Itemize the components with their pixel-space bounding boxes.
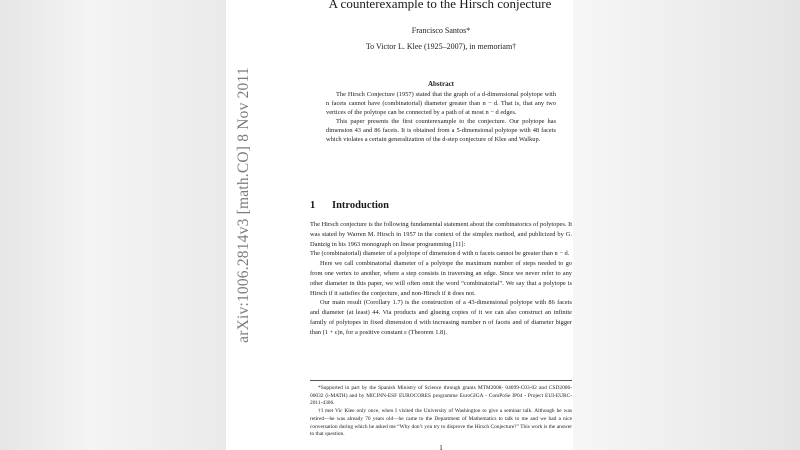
arxiv-stamp-text: arXiv:1006.2814v3 [math.CO] 8 Nov 2011 [235,67,252,343]
footnote: †I met Vic Klee only once, when I visited the University of Washington to give a seminar talk. Although he was retired—he was already 76 years old—he came to the Department of Mathematics to talk to me and we had a nice conversation during which he asked me “Why don’t you try to disprove the Hirsch Conjecture?” This work is the answer to that question. [310,408,572,438]
section-title: Introduction [332,200,389,211]
abstract-paragraph: The Hirsch Conjecture (1957) stated that the graph of a d-dimensional polytope with n facets cannot have (combinatorial) diameter greater than n − d. That is, that any two vertices of the polytope can be connected by a path of at most n − d edges. [326,91,556,116]
body-paragraph: Our main result (Corollary 1.7) is the construction of a 43-dimensional polytope with 86 facets and diameter (at least) 44. Via products and glueing copies of it we can also construct an infinite family of polytopes in fixed dimension d with increasing number n of facets and of diameter bigger than (1 + ε)n, for a positive constant ε (Theorem 1.8). [310,299,572,336]
conjecture-quote: The (combinatorial) diameter of a polytope of dimension d with n facets cannot be greater than n − d. [310,250,570,258]
footnotes [310,380,572,439]
body-paragraph: The Hirsch conjecture is the following fundamental statement about the combinatorics of polytopes. It was stated by Warren M. Hirsch in 1957 in the context of the simplex method, and publicized by G. Dantzig in his 1963 monograph on linear programming [11]: [310,221,572,248]
page-number: 1 [439,443,443,450]
abstract-paragraph: This paper presents the first counterexample to the conjecture. Our polytope has dimension 43 and 86 facets. It is obtained from a 5-dimensional polytope with 48 facets which violates a certain generalization of the d-step conjecture of Klee and Walkup. [326,118,556,144]
section-number: 1 [310,200,316,211]
paper-author: Francisco Santos* [411,26,471,35]
paper-dedication: To Victor L. Klee (1925–2007), in memoriam† [365,42,517,51]
abstract [326,91,556,145]
arxiv-stamp [226,0,262,450]
section-heading [310,200,389,211]
body-text [310,220,572,338]
abstract-heading: Abstract [427,80,455,88]
background-left [0,0,226,450]
paper-page [226,0,573,450]
footnote: *Supported in part by the Spanish Ministry of Science through grants MTM2008- 04699-C03-02 and CSD2006-00032 (i-MATH) and by MICINN-ESF EUROCORES programme EuroGIGA - ComPoSe IP04 - Project EUI-EURC-2011-4306. [310,385,572,407]
paper-title: A counterexample to the Hirsch conjecture [328,0,552,11]
background-right [573,0,800,450]
body-paragraph: Here we call combinatorial diameter of a polytope the maximum number of steps needed to go from one vertex to another, where a step consists in traversing an edge. Since we never refer to any other diameter in this paper, we will often omit the word “combinatorial”. We say that a polytope is Hirsch if it satisfies the conjecture, and non-Hirsch if it does not. [310,260,572,297]
